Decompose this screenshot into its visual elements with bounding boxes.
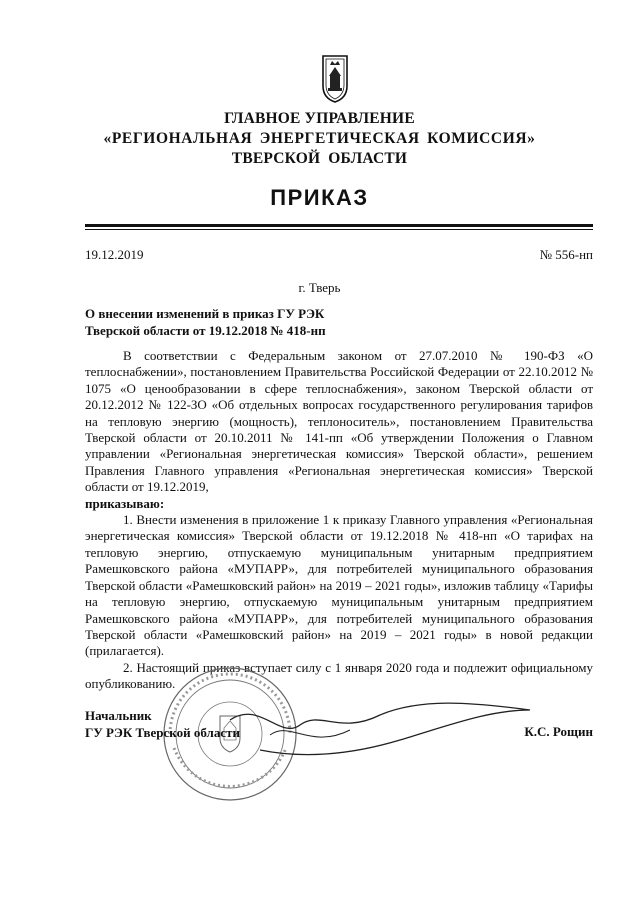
preamble-paragraph: В соответствии с Федеральным законом от 27.07.2010 № 190-ФЗ «О теплоснабжении», постановлением Правительства Российской Федерации от 22.10.2012 № 1075 «О ценообразовании в сфере теплоснабжения», законом Тверской области от 20.12.2012 № 122-ЗО «Об отдельных вопросах государственного регулирования тарифов на тепловую энергию (мощность), теплоноситель», постановлением Правительства Тверской области от 20.10.2011 № 141-пп «Об утверждении Положения о Главном управлении «Региональная энергетическая комиссия» Тверской области», решением Правления Главного управления «Региональная энергетическая комиссия» Тверской области от 19.12.2019, xyxy=(85,348,593,495)
order-item-2: 2. Настоящий приказ вступает силу с 1 января 2020 года и подлежит официальному опубликованию. xyxy=(85,659,593,692)
org-name-line-3: ТВЕРСКОЙ ОБЛАСТИ xyxy=(231,150,408,167)
header-divider-thin xyxy=(85,229,593,230)
coat-of-arms-emblem xyxy=(320,52,350,104)
document-number: № 556-нп xyxy=(539,247,593,262)
document-body xyxy=(85,348,593,693)
document-city: г. Тверь xyxy=(298,280,341,295)
order-word: приказываю: xyxy=(85,495,165,511)
document-subject xyxy=(85,305,365,339)
header-divider-thick xyxy=(85,224,593,227)
org-name-line-1: ГЛАВНОЕ УПРАВЛЕНИЕ xyxy=(224,110,415,127)
signatory-title-line-2: ГУ РЭК Тверской области xyxy=(85,725,240,740)
org-name-line-2: «РЕГИОНАЛЬНАЯ ЭНЕРГЕТИЧЕСКАЯ КОМИССИЯ» xyxy=(103,130,536,147)
signatory-name: К.С. Рощин xyxy=(524,724,593,739)
subject-line-2: Тверской области от 19.12.2018 № 418-нп xyxy=(85,323,326,338)
handwritten-signature xyxy=(150,680,570,770)
document-type-title: ПРИКАЗ xyxy=(270,185,369,210)
order-item-1: 1. Внести изменения в приложение 1 к приказу Главного управления «Региональная энергетическая комиссия» Тверской области от 19.12.2018 № 418-нп «О тарифах на тепловую энергию, отпускаемую муниципальным унитарным предприятием Рамешковского района «МУПАРР», для потребителей муниципального образования Тверской области «Рамешковский район» на 2019 – 2021 годы», изложив таблицу «Тарифы на тепловую энергию, отпускаемую муниципальным унитарным предприятием Рамешковского района «МУПАРР», для потребителей муниципального образования Тверской области «Рамешковский район» на 2019 – 2021 годы» в новой редакции (прилагается). xyxy=(85,512,593,659)
signatory-title-line-1: Начальник xyxy=(85,708,152,723)
document-date: 19.12.2019 xyxy=(85,247,144,262)
subject-line-1: О внесении изменений в приказ ГУ РЭК xyxy=(85,306,325,321)
